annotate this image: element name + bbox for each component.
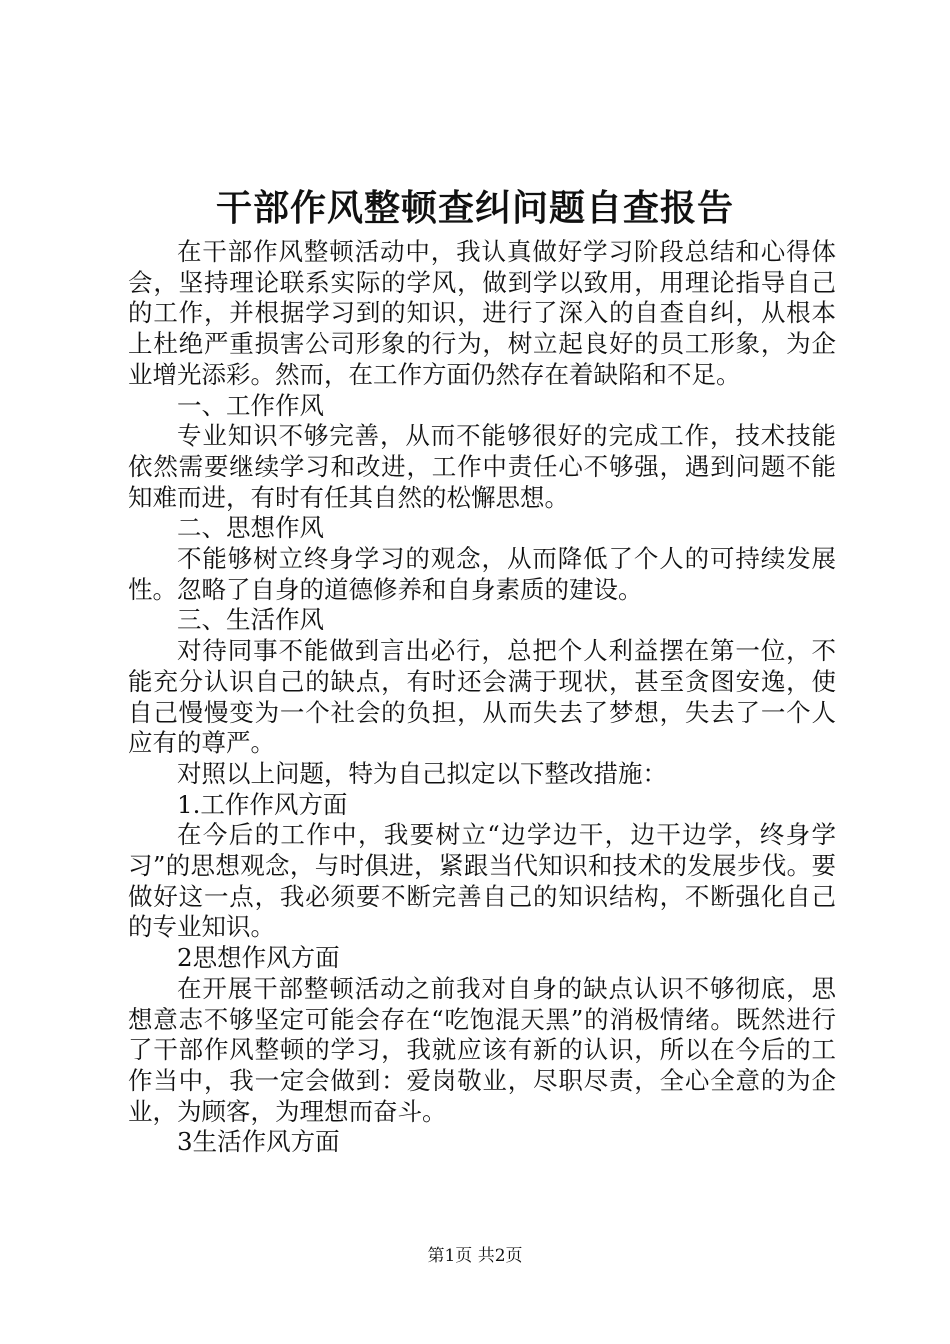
measure-heading-thought: 2思想作风方面 [177, 943, 340, 973]
section-heading-life-style: 三、生活作风 [177, 605, 324, 635]
document-title: 干部作风整顿查纠问题自查报告 [215, 187, 734, 229]
document-body [128, 237, 836, 1158]
measure-heading-life: 3生活作风方面 [177, 1127, 340, 1157]
section-heading-thought-style: 二、思想作风 [177, 513, 324, 543]
section-heading-work-style: 一、工作作风 [177, 390, 324, 420]
work-style-paragraph: 专业知识不够完善，从而不能够很好的完成工作，技术技能依然需要继续学习和改进，工作中责任心不够强，遇到问题不能知难而进，有时有任其自然的松懈思想。 [128, 421, 836, 512]
measure-work-paragraph: 在今后的工作中，我要树立“边学边干，边干边学，终身学习”的思想观念，与时俱进，紧跟当代知识和技术的发展步伐。要做好这一点，我必须要不断完善自己的知识结构，不断强化自己的专业知识。 [128, 820, 836, 942]
thought-style-paragraph: 不能够树立终身学习的观念，从而降低了个人的可持续发展性。忽略了自身的道德修养和自身素质的建设。 [128, 544, 836, 604]
measure-heading-work: 1.工作作风方面 [177, 789, 348, 819]
life-style-paragraph: 对待同事不能做到言出必行，总把个人利益摆在第一位，不能充分认识自己的缺点，有时还会满于现状，甚至贪图安逸，使自己慢慢变为一个社会的负担，从而失去了梦想，失去了一个人应有的尊严。 [128, 636, 836, 758]
intro-paragraph: 在干部作风整顿活动中，我认真做好学习阶段总结和心得体会，坚持理论联系实际的学风，做到学以致用，用理论指导自己的工作，并根据学习到的知识，进行了深入的自查自纠，从根本上杜绝严重损害公司形象的行为，树立起良好的员工形象，为企业增光添彩。然而，在工作方面仍然存在着缺陷和不足。 [128, 237, 836, 389]
page-footer: 第1页 共2页 [427, 1246, 523, 1266]
measure-thought-paragraph: 在开展干部整顿活动之前我对自身的缺点认识不够彻底，思想意志不够坚定可能会存在“吃饱混天黑”的消极情绪。既然进行了干部作风整顿的学习，我就应该有新的认识，所以在今后的工作当中，我一定会做到：爱岗敬业，尽职尽责，全心全意的为企业，为顾客，为理想而奋斗。 [128, 973, 836, 1126]
rectification-intro: 对照以上问题，特为自己拟定以下整改措施： [177, 758, 667, 788]
